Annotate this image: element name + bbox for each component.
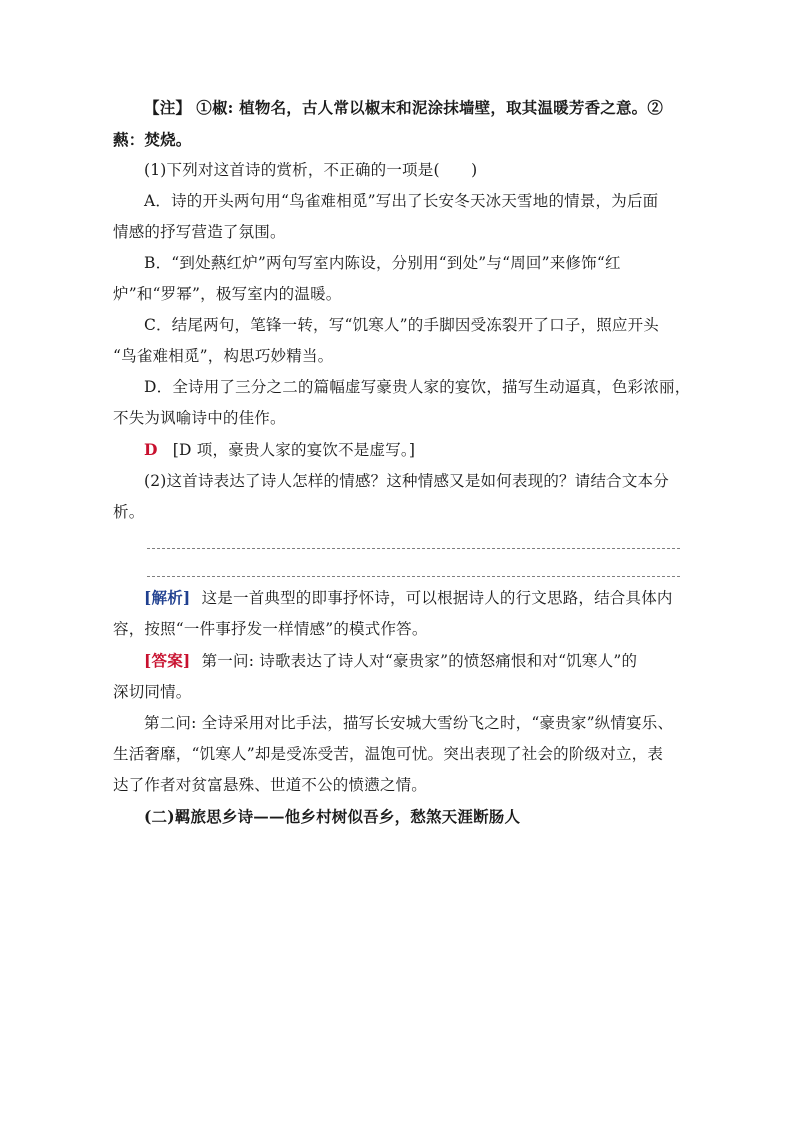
analysis-block xyxy=(113,582,683,832)
answer-explanation: [D 项，豪贵人家的宴饮不是虚写。] xyxy=(172,441,416,459)
option-c-line-2: “鸟雀难相觅”，构思巧妙精当。 xyxy=(113,347,334,365)
answer-tag: [答案] xyxy=(144,651,191,670)
option-a-line-2: 情感的抒写营造了氛围。 xyxy=(113,223,286,241)
question1-stem: (1)下列对这首诗的赏析，不正确的一项是( ) xyxy=(144,161,478,179)
answer-part1-text-1: 第一问: 诗歌表达了诗人对“豪贵家”的愤怒痛恨和对“饥寒人”的 xyxy=(201,652,638,670)
note-line-1 xyxy=(113,92,683,124)
answer-part1-line-2: 深切同情。 xyxy=(113,683,192,701)
answer-letter: D xyxy=(144,440,158,459)
option-c-line-1: C．结尾两句，笔锋一转，写“饥寒人”的手脚因受冻裂开了口子，照应开头 xyxy=(144,316,660,334)
analysis-tag: [解析] xyxy=(144,588,191,607)
question2-stem-line-1: (2)这首诗表达了诗人怎样的情感？这种情感又是如何表现的？请结合文本分 xyxy=(144,472,669,490)
question2-stem-line-2: 析。 xyxy=(113,503,145,521)
section-heading: (二)羁旅思乡诗——他乡村树似吾乡，愁煞天涯断肠人 xyxy=(144,807,521,826)
answer-line-1 xyxy=(113,645,683,677)
note-line-2: 爇：焚烧。 xyxy=(113,130,192,149)
answer-part2-line-2: 生活奢靡，“饥寒人”却是受冻受苦，温饱可忧。突出表现了社会的阶级对立，表 xyxy=(113,745,664,763)
question-block xyxy=(113,92,691,528)
note-text-1: ①椒: 植物名，古人常以椒末和泥涂抹墙壁，取其温暖芳香之意。② xyxy=(196,98,664,117)
option-d-line-1: D．全诗用了三分之二的篇幅虚写豪贵人家的宴饮，描写生动逼真，色彩浓丽， xyxy=(144,378,691,396)
answer-blank-line-1 xyxy=(147,548,680,549)
analysis-text-1: 这是一首典型的即事抒怀诗，可以根据诗人的行文思路，结合具体内 xyxy=(201,589,673,607)
option-b-line-1: B．“到处爇红炉”两句写室内陈设，分别用“到处”与“周回”来修饰“红 xyxy=(144,254,621,272)
note-label: 【注】 xyxy=(144,98,192,117)
answer-part2-line-1: 第二问: 全诗采用对比手法，描写长安城大雪纷飞之时，“豪贵家”纵情宴乐、 xyxy=(144,714,674,732)
answer-blank-line-2 xyxy=(147,576,680,577)
analysis-line-1 xyxy=(113,582,683,614)
question1-answer xyxy=(113,434,683,466)
analysis-line-2: 容，按照“一件事抒发一样情感”的模式作答。 xyxy=(113,620,428,638)
answer-part2-line-3: 达了作者对贫富悬殊、世道不公的愤懑之情。 xyxy=(113,776,428,794)
option-a-line-1: A．诗的开头两句用“鸟雀难相觅”写出了长安冬天冰天雪地的情景，为后面 xyxy=(144,192,659,210)
option-d-line-2: 不失为讽喻诗中的佳作。 xyxy=(113,409,286,427)
option-b-line-2: 炉”和“罗幂”，极写室内的温暖。 xyxy=(113,285,342,303)
